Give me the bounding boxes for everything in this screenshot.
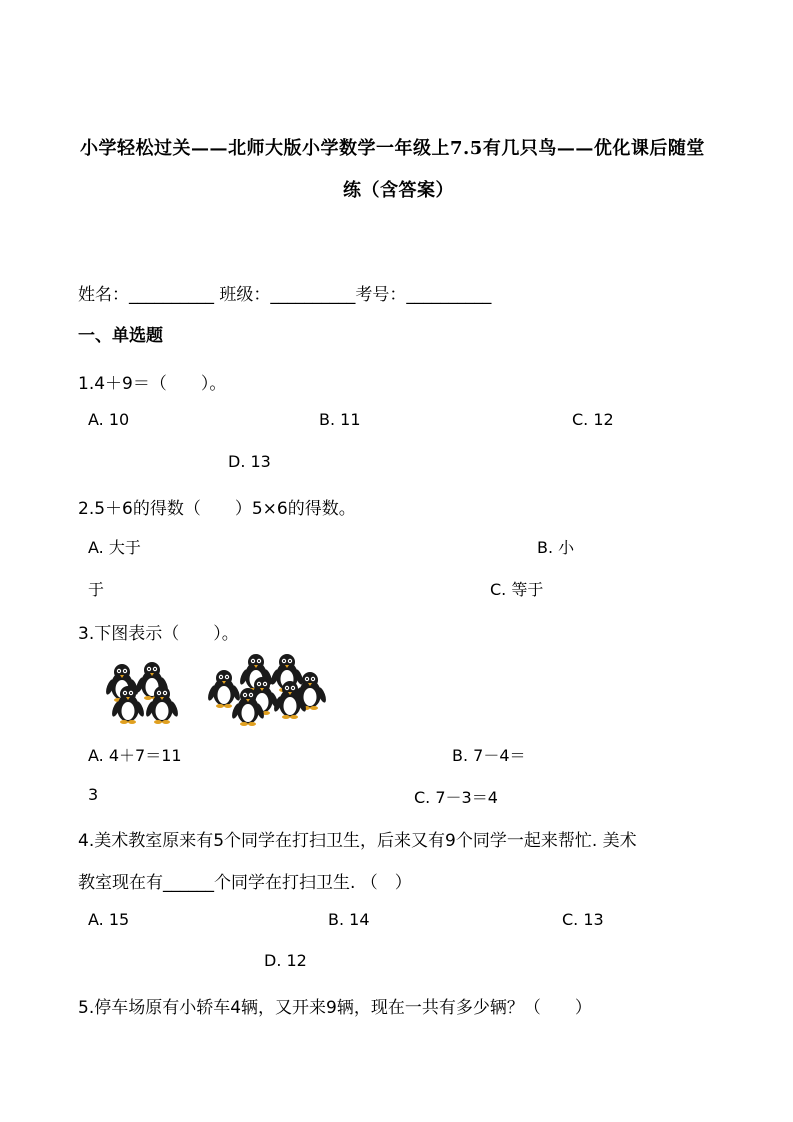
section-heading: 一、单选题 bbox=[78, 326, 163, 346]
question-5-stem: 5.停车场原有小轿车4辆，又开来9辆，现在一共有多少辆？（ ） bbox=[78, 998, 592, 1018]
question-2-option-a[interactable]: A. 大于 bbox=[88, 538, 141, 557]
question-4-option-b[interactable]: B. 14 bbox=[328, 910, 370, 929]
question-4-stem-line-2: 教室现在有______个同学在打扫卫生. （ ） bbox=[78, 873, 412, 893]
class-blank: __________ bbox=[270, 285, 356, 305]
question-1-option-d[interactable]: D. 13 bbox=[228, 452, 271, 471]
exam-blank: __________ bbox=[406, 285, 492, 305]
question-4-option-a[interactable]: A. 15 bbox=[88, 910, 130, 929]
penguin-right-group bbox=[206, 654, 327, 726]
penguins-svg bbox=[100, 652, 330, 727]
question-1-option-a[interactable]: A. 10 bbox=[88, 410, 130, 429]
question-2-option-c[interactable]: C. 等于 bbox=[490, 580, 544, 599]
penguin-icon bbox=[206, 670, 241, 708]
question-3-option-b-wrap: 3 bbox=[88, 785, 99, 804]
question-2-option-b[interactable]: B. 小 bbox=[537, 538, 575, 557]
exam-label: 考号： bbox=[355, 285, 407, 305]
question-4-option-c[interactable]: C. 13 bbox=[562, 910, 604, 929]
question-3-option-a[interactable]: A. 4＋7＝11 bbox=[88, 746, 182, 765]
penguins-image bbox=[100, 652, 330, 727]
page-title-line-1: 小学轻松过关——北师大版小学数学一年级上7.5有几只鸟——优化课后随堂 bbox=[80, 138, 705, 159]
question-2-stem: 2.5＋6的得数（ ）5×6的得数。 bbox=[78, 499, 356, 519]
question-3-stem: 3.下图表示（ ）。 bbox=[78, 624, 239, 644]
question-1-option-b[interactable]: B. 11 bbox=[319, 410, 361, 429]
question-4-stem-line-1: 4.美术教室原来有5个同学在打扫卫生，后来又有9个同学一起来帮忙. 美术 bbox=[78, 831, 637, 851]
question-1-option-c[interactable]: C. 12 bbox=[572, 410, 614, 429]
question-3-option-b[interactable]: B. 7－4＝ bbox=[452, 746, 526, 765]
question-1-stem: 1.4＋9＝（ ）。 bbox=[78, 374, 227, 394]
name-blank: __________ bbox=[129, 285, 214, 305]
name-label: 姓名： bbox=[78, 285, 129, 305]
question-2-option-b-wrap: 于 bbox=[88, 580, 105, 599]
student-info-line bbox=[78, 280, 491, 305]
penguin-left-group bbox=[104, 662, 179, 724]
question-3-option-c[interactable]: C. 7－3＝4 bbox=[414, 788, 498, 807]
question-4-option-d[interactable]: D. 12 bbox=[264, 951, 307, 970]
class-label: 班级： bbox=[219, 285, 271, 305]
page-title-line-2: 练（含答案） bbox=[343, 180, 454, 201]
